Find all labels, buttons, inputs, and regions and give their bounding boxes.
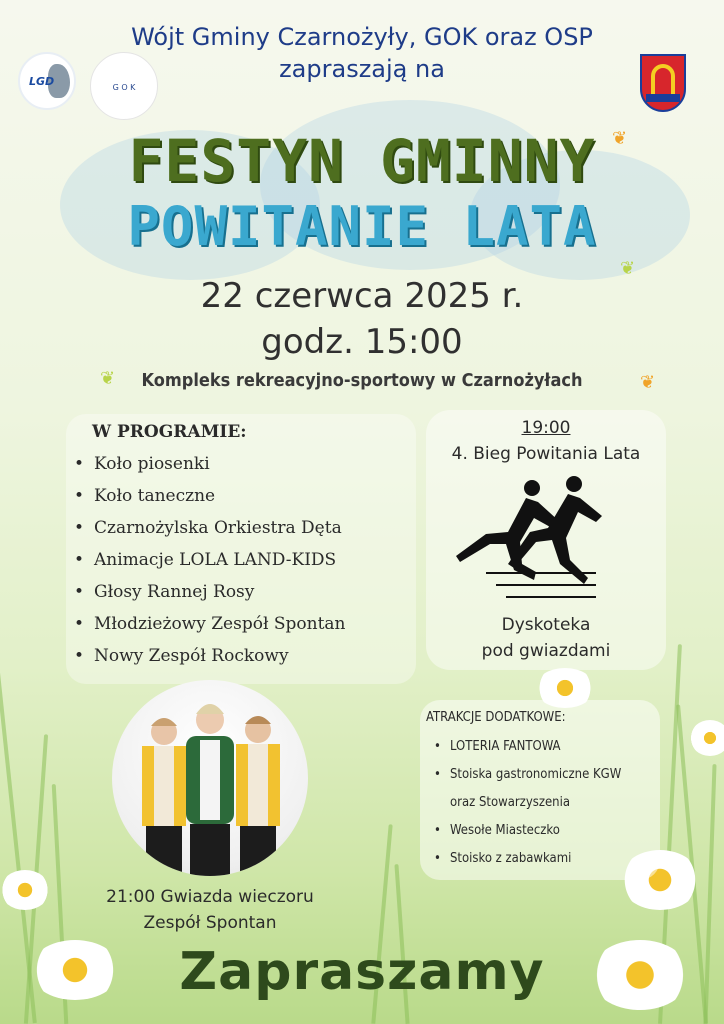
program-item: • Koło taneczne (72, 484, 346, 516)
butterfly-icon: ❦ (640, 372, 656, 393)
lgd-logo (18, 52, 76, 110)
extras-item: • Stoiska gastronomiczne KGW (432, 764, 621, 792)
event-date: 22 czerwca 2025 r. (200, 276, 524, 316)
program-item: • Koło piosenki (72, 452, 346, 484)
butterfly-icon: ❦ (612, 128, 628, 149)
coat-of-arms (640, 54, 686, 112)
butterfly-icon: ❦ (620, 258, 636, 279)
event-place: Kompleks rekreacyjno-sportowy w Czarnożyłach (141, 370, 583, 391)
event-time: godz. 15:00 (261, 322, 463, 362)
run-time (426, 418, 666, 438)
disco-line1: Dyskoteka (501, 615, 591, 635)
band-photo (112, 680, 308, 876)
disco-line2: pod gwiazdami (481, 641, 611, 661)
extras-item: • Wesołe Miasteczko (432, 820, 621, 848)
run-time-label: 19:00 (521, 418, 571, 438)
organizers-line: Wójt Gminy Czarnożyły, GOK oraz OSP (131, 23, 593, 51)
extras-heading: ATRAKCJE DODATKOWE: (426, 710, 566, 725)
star-line2: Zespół Spontan (143, 913, 277, 933)
runners-icon (456, 472, 606, 602)
program-item: • Animacje LOLA LAND-KIDS (72, 548, 346, 580)
extras-item: • Stoisko z zabawkami (432, 848, 621, 876)
gok-logo-text: G O K (112, 83, 136, 92)
program-item: • Młodzieżowy Zespół Spontan (72, 612, 346, 644)
festival-title: FESTYN GMINNY (128, 127, 596, 195)
arch-icon (651, 64, 675, 98)
lgd-logo-text: LGD (29, 75, 55, 88)
festival-subtitle: POWITANIE LATA (127, 195, 597, 258)
disco-caption (426, 612, 666, 664)
butterfly-icon: ❦ (100, 368, 116, 389)
daisy-flower (690, 720, 724, 756)
extras-item-continued: oraz Stowarzyszenia (450, 795, 570, 810)
extras-list (432, 736, 621, 876)
coat-base (646, 94, 680, 102)
program-item: • Nowy Zespół Rockowy (72, 644, 346, 676)
band-members-illustration (112, 680, 308, 876)
program-list (72, 452, 346, 676)
program-item: • Głosy Rannej Rosy (72, 580, 346, 612)
invite-footer: Zapraszamy (179, 942, 545, 1002)
star-caption (40, 884, 380, 936)
run-title: 4. Bieg Powitania Lata (451, 444, 641, 464)
extras-item: • LOTERIA FANTOWA (432, 736, 621, 764)
program-heading: W PROGRAMIE: (92, 422, 247, 442)
star-line1: 21:00 Gwiazda wieczoru (106, 887, 314, 907)
invitation-line: zapraszają na (279, 55, 445, 83)
program-item: • Czarnożylska Orkiestra Dęta (72, 516, 346, 548)
gok-logo (90, 52, 158, 120)
